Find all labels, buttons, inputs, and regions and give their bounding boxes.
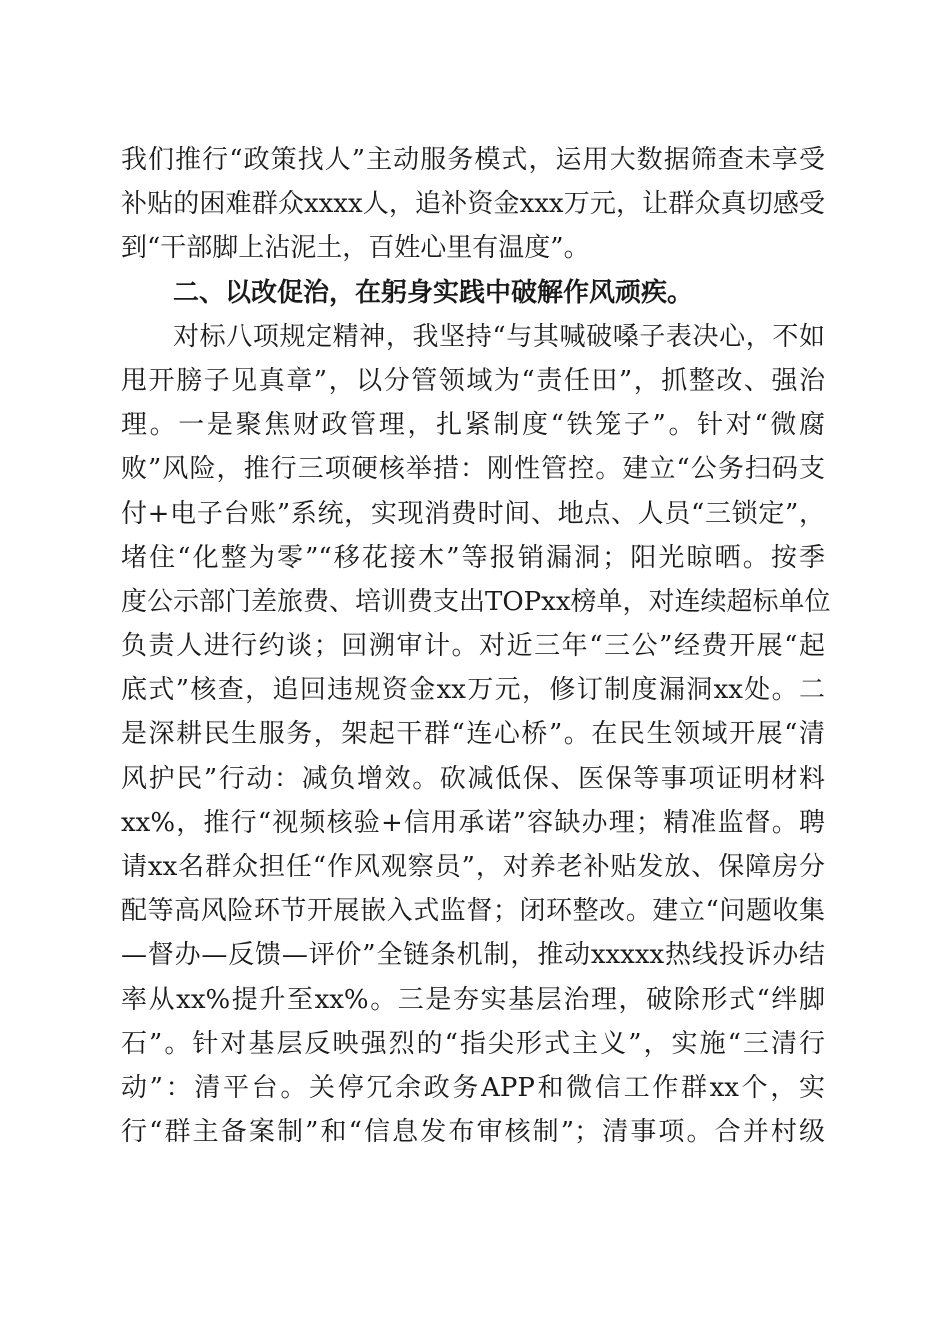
text-line: xx%，推行“视频核验+信用承诺”容缺办理；精准监督。聘 — [121, 807, 825, 838]
text-line: 到“干部脚上沾泥土，百姓心里有温度”。 — [121, 233, 590, 264]
text-line: 堵住“化整为零”“移花接木”等报销漏洞；阳光晾晒。按季 — [121, 542, 825, 573]
text-line: 底式”核查，追回违规资金xx万元，修订制度漏洞xx处。二 — [121, 675, 825, 706]
text-line: 配等高风险环节开展嵌入式监督；闭环整改。建立“问题收集 — [121, 896, 825, 927]
text-line: 我们推行“政策找人”主动服务模式，运用大数据筛查未享受 — [121, 145, 825, 175]
text-line: 补贴的困难群众xxxx人，追补资金xxx万元，让群众真切感受 — [121, 189, 825, 220]
section-heading: 二、以改促治，在躬身实践中破解作风顽疾。 — [173, 277, 694, 308]
text-line: 败”风险，推行三项硬核举措：刚性管控。建立“公务扫码支 — [121, 454, 825, 485]
text-line: 付+电子台账”系统，实现消费时间、地点、人员“三锁定”， — [121, 498, 825, 529]
text-line: 理。一是聚焦财政管理，扎紧制度“铁笼子”。针对“微腐 — [121, 410, 825, 441]
text-line: 石”。针对基层反映强烈的“指尖形式主义”，实施“三清行 — [121, 1028, 825, 1059]
text-line: 负责人进行约谈；回溯审计。对近三年“三公”经费开展“起 — [121, 631, 825, 662]
document-body — [121, 138, 831, 1154]
text-line: 行“群主备案制”和“信息发布审核制”；清事项。合并村级 — [121, 1117, 825, 1148]
text-line: 对标八项规定精神，我坚持“与其喊破嗓子表决心，不如 — [173, 321, 825, 352]
text-line: 风护民”行动：减负增效。砍减低保、医保等事项证明材料 — [121, 763, 825, 794]
text-line: 度公示部门差旅费、培训费支出TOPxx榜单，对连续超标单位 — [121, 586, 831, 617]
text-line: 是深耕民生服务，架起干群“连心桥”。在民生领域开展“清 — [121, 719, 825, 750]
text-line: 率从xx%提升至xx%。三是夯实基层治理，破除形式“绊脚 — [121, 984, 825, 1015]
text-line: 动”：清平台。关停冗余政务APP和微信工作群xx个，实 — [121, 1072, 825, 1103]
text-line: —督办—反馈—评价”全链条机制，推动xxxxx热线投诉办结 — [121, 940, 825, 971]
text-line: 甩开膀子见真章”，以分管领域为“责任田”，抓整改、强治 — [121, 365, 825, 396]
text-line: 请xx名群众担任“作风观察员”，对养老补贴发放、保障房分 — [121, 852, 825, 882]
